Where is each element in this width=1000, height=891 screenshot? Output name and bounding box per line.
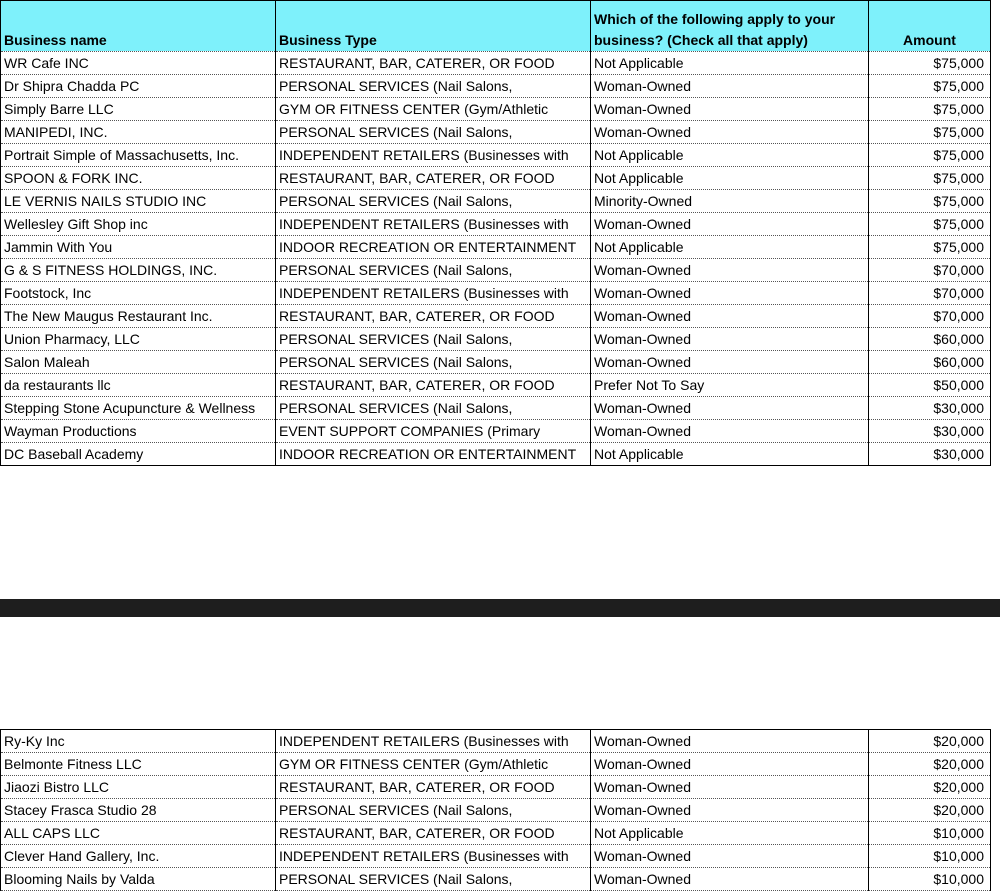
table-row xyxy=(1,305,991,328)
cell-amount[interactable]: $50,000 xyxy=(869,374,991,397)
cell-business-type[interactable]: GYM OR FITNESS CENTER (Gym/Athletic xyxy=(276,753,591,776)
cell-ownership[interactable]: Woman-Owned xyxy=(591,730,869,753)
table-row xyxy=(1,259,991,282)
cell-business-type[interactable]: INDEPENDENT RETAILERS (Businesses with xyxy=(276,845,591,868)
cell-business-name[interactable]: Wayman Productions xyxy=(1,420,276,443)
column-header-business-type[interactable]: Business Type xyxy=(276,1,591,52)
cell-business-type[interactable]: RESTAURANT, BAR, CATERER, OR FOOD xyxy=(276,305,591,328)
cell-business-type[interactable]: INDEPENDENT RETAILERS (Businesses with xyxy=(276,282,591,305)
cell-business-type[interactable]: INDEPENDENT RETAILERS (Businesses with xyxy=(276,730,591,753)
table-row xyxy=(1,213,991,236)
table-body-bottom xyxy=(1,730,991,891)
cell-business-type[interactable]: EVENT SUPPORT COMPANIES (Primary xyxy=(276,420,591,443)
cell-business-type[interactable]: INDOOR RECREATION OR ENTERTAINMENT xyxy=(276,236,591,259)
table-row xyxy=(1,328,991,351)
table-row xyxy=(1,52,991,75)
cell-business-type[interactable]: RESTAURANT, BAR, CATERER, OR FOOD xyxy=(276,167,591,190)
cell-ownership[interactable]: Not Applicable xyxy=(591,822,869,845)
cell-ownership[interactable]: Woman-Owned xyxy=(591,753,869,776)
cell-business-name[interactable]: SPOON & FORK INC. xyxy=(1,167,276,190)
table-row xyxy=(1,420,991,443)
cell-business-name[interactable]: Stacey Frasca Studio 28 xyxy=(1,799,276,822)
cell-business-type[interactable]: GYM OR FITNESS CENTER (Gym/Athletic xyxy=(276,98,591,121)
cell-business-name[interactable]: DC Baseball Academy xyxy=(1,443,276,466)
table-row xyxy=(1,351,991,374)
column-header-amount[interactable]: Amount xyxy=(869,1,991,52)
cell-ownership[interactable]: Prefer Not To Say xyxy=(591,374,869,397)
cell-amount[interactable]: $70,000 xyxy=(869,282,991,305)
table-row xyxy=(1,121,991,144)
cell-business-type[interactable]: PERSONAL SERVICES (Nail Salons, xyxy=(276,351,591,374)
cell-amount[interactable]: $70,000 xyxy=(869,305,991,328)
grants-table-bottom xyxy=(0,729,991,891)
cell-amount[interactable]: $75,000 xyxy=(869,144,991,167)
table-row xyxy=(1,236,991,259)
cell-ownership[interactable]: Woman-Owned xyxy=(591,98,869,121)
cell-business-name[interactable]: The New Maugus Restaurant Inc. xyxy=(1,305,276,328)
cell-business-type[interactable]: RESTAURANT, BAR, CATERER, OR FOOD xyxy=(276,776,591,799)
cell-ownership[interactable]: Woman-Owned xyxy=(591,799,869,822)
cell-ownership[interactable]: Woman-Owned xyxy=(591,420,869,443)
cell-business-type[interactable]: PERSONAL SERVICES (Nail Salons, xyxy=(276,259,591,282)
column-header-ownership[interactable]: Which of the following apply to your business? (Check all that apply) xyxy=(591,1,869,52)
cell-business-type[interactable]: PERSONAL SERVICES (Nail Salons, xyxy=(276,397,591,420)
cell-ownership[interactable]: Not Applicable xyxy=(591,144,869,167)
cell-business-name[interactable]: Blooming Nails by Valda xyxy=(1,868,276,891)
cell-amount[interactable]: $75,000 xyxy=(869,167,991,190)
cell-ownership[interactable]: Not Applicable xyxy=(591,236,869,259)
table-row xyxy=(1,98,991,121)
cell-amount[interactable]: $10,000 xyxy=(869,868,991,891)
cell-business-name[interactable]: Jammin With You xyxy=(1,236,276,259)
cell-business-type[interactable]: PERSONAL SERVICES (Nail Salons, xyxy=(276,799,591,822)
cell-business-name[interactable]: Dr Shipra Chadda PC xyxy=(1,75,276,98)
cell-amount[interactable]: $30,000 xyxy=(869,420,991,443)
cell-ownership[interactable]: Woman-Owned xyxy=(591,75,869,98)
table-row xyxy=(1,144,991,167)
cell-business-name[interactable]: G & S FITNESS HOLDINGS, INC. xyxy=(1,259,276,282)
table-row xyxy=(1,374,991,397)
cell-amount[interactable]: $20,000 xyxy=(869,730,991,753)
cell-ownership[interactable]: Not Applicable xyxy=(591,167,869,190)
cell-ownership[interactable]: Not Applicable xyxy=(591,52,869,75)
cell-amount[interactable]: $75,000 xyxy=(869,190,991,213)
cell-business-name[interactable]: Salon Maleah xyxy=(1,351,276,374)
cell-amount[interactable]: $20,000 xyxy=(869,799,991,822)
cell-ownership[interactable]: Not Applicable xyxy=(591,443,869,466)
header-row xyxy=(1,1,991,52)
cell-amount[interactable]: $30,000 xyxy=(869,397,991,420)
cell-business-name[interactable]: Stepping Stone Acupuncture & Wellness xyxy=(1,397,276,420)
cell-amount[interactable]: $75,000 xyxy=(869,121,991,144)
cell-ownership[interactable]: Minority-Owned xyxy=(591,190,869,213)
cell-business-type[interactable]: RESTAURANT, BAR, CATERER, OR FOOD xyxy=(276,374,591,397)
cell-ownership[interactable]: Woman-Owned xyxy=(591,397,869,420)
cell-ownership[interactable]: Woman-Owned xyxy=(591,282,869,305)
cell-business-name[interactable]: Footstock, Inc xyxy=(1,282,276,305)
cell-ownership[interactable]: Woman-Owned xyxy=(591,213,869,236)
table-row xyxy=(1,397,991,420)
table-row xyxy=(1,190,991,213)
cell-business-name[interactable]: Portrait Simple of Massachusetts, Inc. xyxy=(1,144,276,167)
cell-amount[interactable]: $20,000 xyxy=(869,776,991,799)
table-row xyxy=(1,282,991,305)
cell-business-type[interactable]: PERSONAL SERVICES (Nail Salons, xyxy=(276,328,591,351)
cell-business-name[interactable]: WR Cafe INC xyxy=(1,52,276,75)
cell-amount[interactable]: $20,000 xyxy=(869,753,991,776)
cell-business-type[interactable]: PERSONAL SERVICES (Nail Salons, xyxy=(276,190,591,213)
cell-business-name[interactable]: ALL CAPS LLC xyxy=(1,822,276,845)
cell-business-type[interactable]: PERSONAL SERVICES (Nail Salons, xyxy=(276,121,591,144)
cell-business-name[interactable]: Ry-Ky Inc xyxy=(1,730,276,753)
cell-business-name[interactable]: MANIPEDI, INC. xyxy=(1,121,276,144)
cell-amount[interactable]: $75,000 xyxy=(869,213,991,236)
cell-business-name[interactable]: Jiaozi Bistro LLC xyxy=(1,776,276,799)
table-row xyxy=(1,776,991,799)
cell-business-name[interactable]: Simply Barre LLC xyxy=(1,98,276,121)
cell-business-name[interactable]: Belmonte Fitness LLC xyxy=(1,753,276,776)
cell-business-type[interactable]: PERSONAL SERVICES (Nail Salons, xyxy=(276,868,591,891)
table-row xyxy=(1,75,991,98)
cell-business-type[interactable]: INDOOR RECREATION OR ENTERTAINMENT xyxy=(276,443,591,466)
cell-business-type[interactable]: RESTAURANT, BAR, CATERER, OR FOOD xyxy=(276,822,591,845)
cell-ownership[interactable]: Woman-Owned xyxy=(591,259,869,282)
cell-amount[interactable]: $75,000 xyxy=(869,75,991,98)
cell-business-type[interactable]: RESTAURANT, BAR, CATERER, OR FOOD xyxy=(276,52,591,75)
cell-amount[interactable]: $60,000 xyxy=(869,351,991,374)
table-body-top xyxy=(1,52,991,466)
column-header-business-name[interactable]: Business name xyxy=(1,1,276,52)
cell-ownership[interactable]: Woman-Owned xyxy=(591,121,869,144)
cell-amount[interactable]: $75,000 xyxy=(869,98,991,121)
cell-business-type[interactable]: PERSONAL SERVICES (Nail Salons, xyxy=(276,75,591,98)
table-row xyxy=(1,753,991,776)
cell-business-name[interactable]: da restaurants llc xyxy=(1,374,276,397)
cell-amount[interactable]: $75,000 xyxy=(869,52,991,75)
cell-business-type[interactable]: INDEPENDENT RETAILERS (Businesses with xyxy=(276,213,591,236)
cell-amount[interactable]: $70,000 xyxy=(869,259,991,282)
cell-ownership[interactable]: Woman-Owned xyxy=(591,845,869,868)
section-divider xyxy=(0,599,1000,617)
table-row xyxy=(1,845,991,868)
cell-ownership[interactable]: Woman-Owned xyxy=(591,868,869,891)
cell-business-name[interactable]: Union Pharmacy, LLC xyxy=(1,328,276,351)
cell-amount[interactable]: $10,000 xyxy=(869,822,991,845)
cell-amount[interactable]: $75,000 xyxy=(869,236,991,259)
cell-amount[interactable]: $60,000 xyxy=(869,328,991,351)
table-row xyxy=(1,868,991,891)
table-row xyxy=(1,443,991,466)
cell-ownership[interactable]: Woman-Owned xyxy=(591,305,869,328)
table-row xyxy=(1,167,991,190)
cell-amount[interactable]: $30,000 xyxy=(869,443,991,466)
cell-business-name[interactable]: LE VERNIS NAILS STUDIO INC xyxy=(1,190,276,213)
table-row xyxy=(1,822,991,845)
table-row xyxy=(1,730,991,753)
cell-business-name[interactable]: Clever Hand Gallery, Inc. xyxy=(1,845,276,868)
cell-amount[interactable]: $10,000 xyxy=(869,845,991,868)
cell-ownership[interactable]: Woman-Owned xyxy=(591,328,869,351)
cell-ownership[interactable]: Woman-Owned xyxy=(591,776,869,799)
cell-business-name[interactable]: Wellesley Gift Shop inc xyxy=(1,213,276,236)
table-row xyxy=(1,799,991,822)
cell-ownership[interactable]: Woman-Owned xyxy=(591,351,869,374)
cell-business-type[interactable]: INDEPENDENT RETAILERS (Businesses with xyxy=(276,144,591,167)
